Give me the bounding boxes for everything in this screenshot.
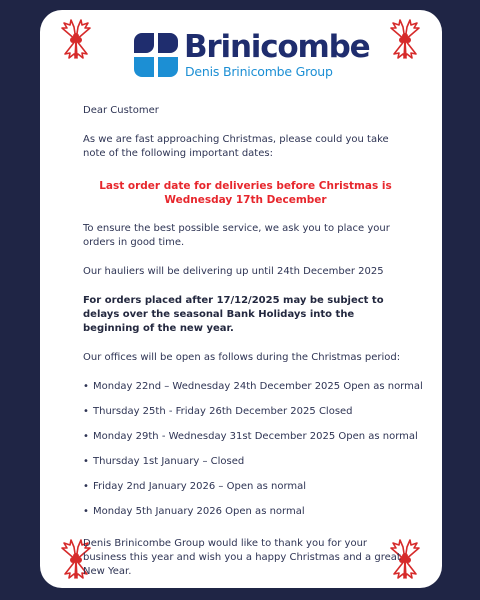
holly-icon	[382, 16, 428, 62]
delay-warning: For orders placed after 17/12/2025 may be subject to delays over the seasonal Bank Holidays into the beginning of the new year.	[83, 295, 384, 334]
letter-body	[83, 104, 423, 579]
closing-paragraph: Denis Brinicombe Group would like to thank you for your business this year and wish you a happy Christmas and a great New Year.	[83, 538, 401, 577]
logo-wordmark: Brinicombe	[184, 29, 370, 65]
list-item: • Friday 2nd January 2026 – Open as normal	[83, 480, 408, 494]
last-order-notice-line1: Last order date for deliveries before Christmas is	[99, 180, 392, 192]
list-item: • Thursday 25th - Friday 26th December 2025 Closed	[83, 405, 408, 419]
logo-subtitle: Denis Brinicombe Group	[185, 64, 333, 79]
service-paragraph: To ensure the best possible service, we ask you to place your orders in good time.	[83, 223, 390, 248]
company-logo	[132, 29, 370, 82]
hauliers-paragraph: Our hauliers will be delivering up until 24th December 2025	[83, 266, 384, 277]
last-order-notice	[83, 179, 408, 207]
clover-logo-icon	[132, 30, 180, 80]
list-item: • Monday 5th January 2026 Open as normal	[83, 505, 408, 519]
letter-card	[40, 10, 442, 588]
greeting: Dear Customer	[83, 105, 159, 116]
list-item: • Monday 29th - Wednesday 31st December 2025 Open as normal	[83, 430, 408, 444]
last-order-notice-line2: Wednesday 17th December	[164, 194, 327, 206]
list-item: • Thursday 1st January – Closed	[83, 455, 408, 469]
intro-text: As we are fast approaching Christmas, please could you take note of the following important dates:	[83, 134, 389, 159]
holly-icon	[53, 16, 99, 62]
opening-dates-list	[83, 380, 423, 519]
offices-intro: Our offices will be open as follows during the Christmas period:	[83, 352, 401, 363]
list-item: • Monday 22nd – Wednesday 24th December 2025 Open as normal	[83, 380, 408, 394]
